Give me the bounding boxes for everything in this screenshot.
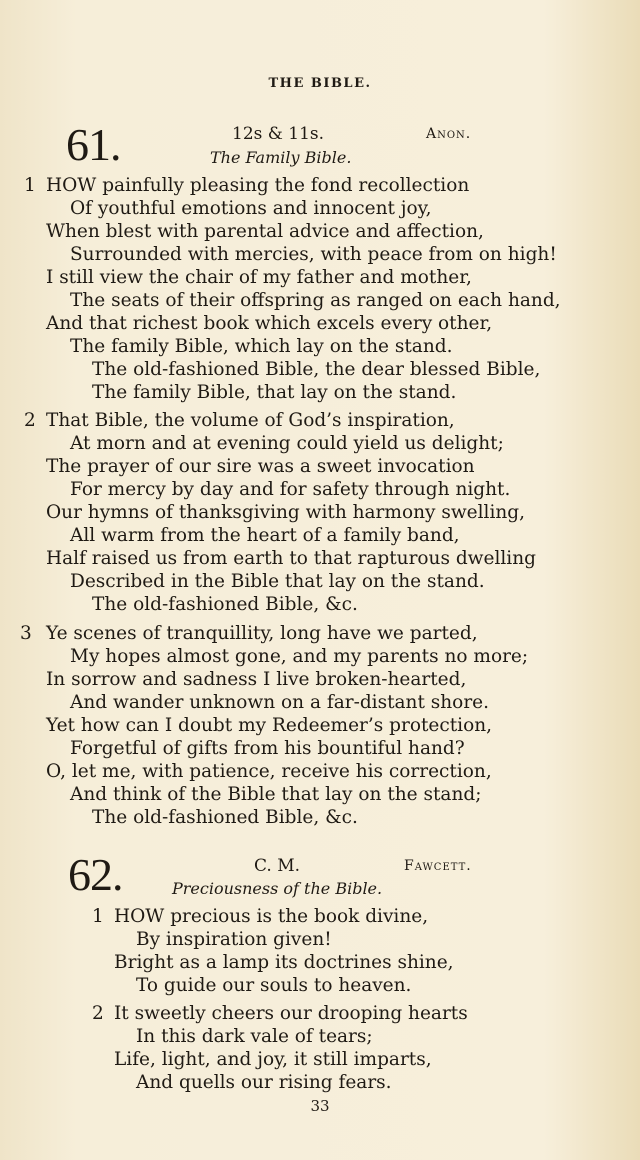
verse-line: Bright as a lamp its doctrines shine,: [114, 952, 454, 973]
verse-line: O, let me, with patience, receive his correction,: [46, 761, 492, 782]
verse-line: When blest with parental advice and affection,: [46, 221, 484, 242]
verse-line: And quells our rising fears.: [136, 1072, 392, 1093]
verse-line: To guide our souls to heaven.: [136, 975, 412, 996]
verse-line: Our hymns of thanksgiving with harmony swelling,: [46, 502, 525, 523]
hymn-number: 62.: [68, 849, 123, 900]
verse-line: And that richest book which excels every other,: [46, 313, 493, 334]
verse-line: The old-fashioned Bible, the dear blessed Bible,: [92, 359, 541, 380]
verse-line: Surrounded with mercies, with peace from on high!: [70, 244, 557, 265]
verse-line: Ye scenes of tranquillity, long have we parted,: [46, 623, 478, 644]
verse-line: Yet how can I doubt my Redeemer’s protection,: [46, 715, 492, 736]
verse-line: The family Bible, that lay on the stand.: [92, 382, 457, 403]
verse-line: The family Bible, which lay on the stand.: [70, 336, 453, 357]
verse-line: At morn and at evening could yield us delight;: [70, 433, 504, 454]
verse-line: HOW painfully pleasing the fond recollection: [46, 175, 470, 196]
stanza-number: 2: [24, 410, 36, 431]
verse-line: Of youthful emotions and innocent joy,: [70, 198, 432, 219]
stanza-number: 2: [92, 1003, 104, 1024]
verse-line: Described in the Bible that lay on the stand.: [70, 571, 485, 592]
verse-line: By inspiration given!: [136, 929, 332, 950]
verse-line: HOW precious is the book divine,: [114, 906, 429, 927]
running-head: THE BIBLE.: [268, 76, 372, 91]
page-number: 33: [310, 1097, 330, 1115]
hymn-meter: C. M.: [254, 856, 301, 876]
hymn-meter: 12s & 11s.: [232, 124, 325, 144]
verse-line: All warm from the heart of a family band,: [70, 525, 460, 546]
verse-line: The seats of their offspring as ranged on each hand,: [70, 290, 561, 311]
stanza-number: 1: [24, 175, 36, 196]
verse-line: And think of the Bible that lay on the stand;: [70, 784, 482, 805]
verse-line: And wander unknown on a far-distant shore.: [70, 692, 489, 713]
hymn-author: Fawcett.: [404, 858, 472, 874]
verse-line: It sweetly cheers our drooping hearts: [114, 1003, 468, 1024]
verse-line: Half raised us from earth to that rapturous dwelling: [46, 548, 536, 569]
verse-line: My hopes almost gone, and my parents no more;: [70, 646, 529, 667]
verse-line: That Bible, the volume of God’s inspiration,: [46, 410, 455, 431]
stanza-number: 3: [20, 623, 32, 644]
verse-line: In this dark vale of tears;: [136, 1026, 373, 1047]
verse-line: Forgetful of gifts from his bountiful hand?: [70, 738, 465, 759]
verse-line: The prayer of our sire was a sweet invocation: [46, 456, 475, 477]
hymn-number: 61.: [66, 119, 121, 170]
verse-line: The old-fashioned Bible, &c.: [92, 594, 358, 615]
hymn-author: Anon.: [426, 126, 472, 142]
verse-line: In sorrow and sadness I live broken-hearted,: [46, 669, 467, 690]
verse-line: The old-fashioned Bible, &c.: [92, 807, 358, 828]
hymn-title: Preciousness of the Bible.: [172, 879, 383, 898]
hymn-title: The Family Bible.: [210, 148, 352, 167]
stanza-number: 1: [92, 906, 104, 927]
verse-line: For mercy by day and for safety through night.: [70, 479, 511, 500]
verse-line: I still view the chair of my father and mother,: [46, 267, 472, 288]
verse-line: Life, light, and joy, it still imparts,: [114, 1049, 432, 1070]
